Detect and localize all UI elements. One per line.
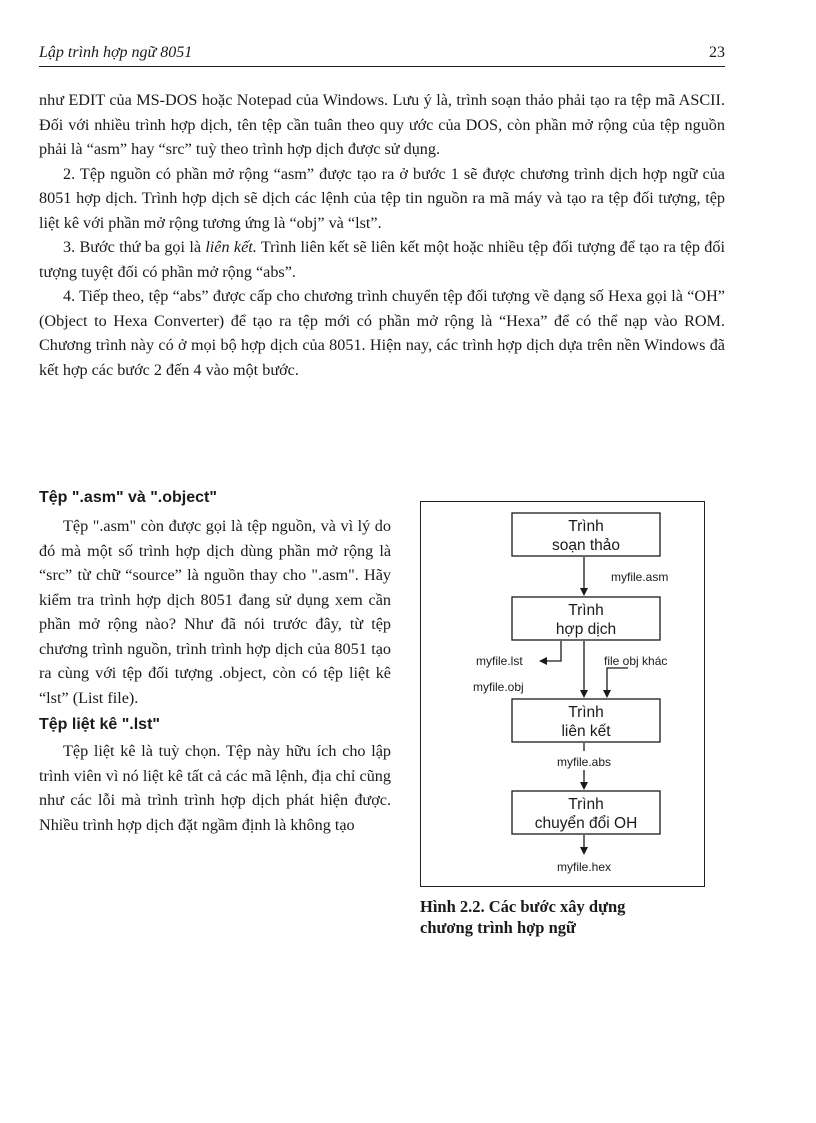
linker-box-line1: Trình	[568, 704, 604, 721]
section-asm-text: Tệp ".asm" còn được gọi là tệp nguồn, và vì lý do đó mà một số trình hợp dịch dùng phần mở rộng là “src” từ chữ “source” là nguồn thay cho ".asm". Hãy kiểm tra trình hợp dịch 8051 đang sử dụng xem cần phần mở rộng nào? Như đã nói trước đây, từ tệp chương trình nguồn, trình trình hợp dịch của 8051 tạo ra cùng với tệp đối tượng .object, còn có tệp liệt kê “lst” (List file).	[39, 517, 391, 707]
label-myfile-asm: myfile.asm	[611, 570, 669, 584]
left-column	[39, 486, 391, 837]
label-myfile-lst: myfile.lst	[476, 654, 523, 668]
section-heading-lst: Tệp liệt kê ".lst"	[39, 716, 160, 733]
label-myfile-obj: myfile.obj	[473, 680, 524, 694]
term-lien-ket: liên kết.	[205, 238, 257, 256]
paragraph-1: như EDIT của MS-DOS hoặc Notepad của Windows. Lưu ý là, trình soạn thảo phải tạo ra tệp mã ASCII. Đối với nhiều trình hợp dịch, tên tệp cần tuân theo quy ước của DOS, còn phần mở rộng của tệp nguồn phải là “asm” hay “src” tuỳ theo trình hợp dịch được sử dụng.	[39, 91, 725, 158]
paragraph-4: 4. Tiếp theo, tệp “abs” được cấp cho chương trình chuyển tệp đối tượng về dạng số Hexa gọi là “OH” (Object to Hexa Converter) để tạo ra tệp mới có phần mở rộng là “Hexa” để có thể nạp vào ROM. Chương trình này có ở mọi bộ hợp dịch của 8051. Hiện nay, các trình hợp dịch dựa trên nền Windows đã kết hợp các bước 2 đến 4 vào một bước.	[39, 287, 725, 379]
figure-caption	[420, 896, 720, 938]
oh-converter-box-line1: Trình	[568, 796, 604, 813]
arrow-other-obj	[607, 668, 628, 694]
label-other-obj-files: file obj khác	[604, 654, 668, 668]
linker-box-line2: liên kết	[561, 723, 611, 740]
label-myfile-hex: myfile.hex	[556, 860, 612, 874]
flow-diagram	[421, 502, 706, 888]
assembler-box-line1: Trình	[568, 602, 604, 619]
caption-line-1: Hình 2.2. Các bước xây dựng	[420, 897, 626, 916]
body-text	[39, 88, 725, 382]
editor-box-line1: Trình	[568, 518, 604, 535]
caption-line-2: chương trình hợp ngữ	[420, 918, 576, 937]
paragraph-3-end: Trình liên kết sẽ liên kết một hoặc nhiều tệp đối tượng để tạo ra tệp đối tượng tuyệt đối có phần mở rộng “abs”.	[39, 238, 725, 281]
assembler-box-line2: hợp dịch	[555, 621, 617, 638]
running-title: Lập trình hợp ngữ 8051	[39, 44, 193, 61]
paragraph-3-start: 3. Bước thứ ba gọi là	[63, 238, 206, 256]
section-heading-asm: Tệp ".asm" và ".object"	[39, 489, 217, 506]
editor-box-line2: soạn thảo	[551, 537, 621, 554]
section-lst-text: Tệp liệt kê là tuỳ chọn. Tệp này hữu ích cho lập trình viên vì nó liệt kê tất cả các mã lệnh, địa chỉ cũng như các lỗi mà trình trình hợp dịch phát hiện được. Nhiều trình hợp dịch đặt ngầm định là không tạo	[39, 742, 391, 834]
oh-converter-box-line2: chuyển đổi OH	[534, 815, 638, 832]
figure-2-2	[420, 501, 705, 887]
paragraph-3	[39, 235, 725, 284]
arrow-lst-output	[543, 641, 561, 661]
page-number: 23	[709, 44, 725, 61]
label-myfile-abs: myfile.abs	[556, 755, 612, 769]
paragraph-2: 2. Tệp nguồn có phần mở rộng “asm” được tạo ra ở bước 1 sẽ được chương trình dịch hợp ngữ của 8051 hợp dịch. Trình hợp dịch sẽ dịch các lệnh của tệp tin nguồn ra mã máy và tạo ra tệp đối tượng, tệp liệt kê với phần mở rộng tương ứng là “obj” và “lst”.	[39, 164, 725, 232]
page-header	[39, 42, 725, 67]
